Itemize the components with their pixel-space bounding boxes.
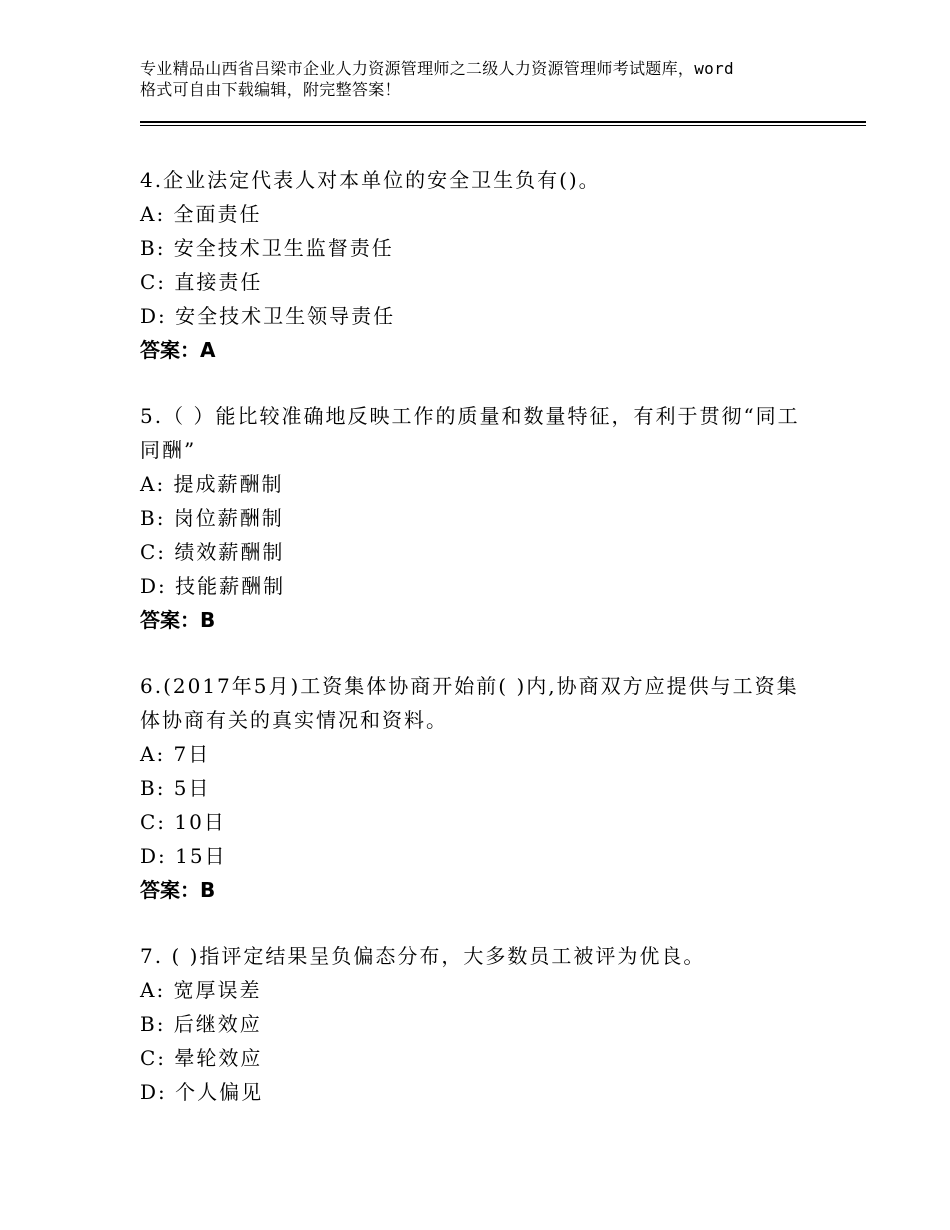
option-d: D: 个人偏见 [140, 1080, 264, 1104]
question-list [140, 163, 820, 1141]
question-text-line: 4.企业法定代表人对本单位的安全卫生负有()。 [140, 168, 601, 192]
question-4 [140, 163, 820, 367]
question-text-line: 体协商有关的真实情况和资料。 [140, 708, 448, 732]
option-a: A: 7日 [140, 742, 211, 766]
question-text [140, 939, 820, 973]
question-text-line: 6.(2017年5月)工资集体协商开始前( )内,协商双方应提供与工资集 [140, 674, 799, 698]
option-b: B: 5日 [140, 776, 211, 800]
question-7 [140, 939, 820, 1109]
question-text-line: 5.（ ）能比较准确地反映工作的质量和数量特征，有利于贯彻“同工 [140, 404, 800, 428]
answer-label: 答案：B [140, 878, 216, 902]
option-b: B: 岗位薪酬制 [140, 506, 284, 530]
option-c: C: 10日 [140, 810, 226, 834]
header-line-2: 格式可自由下载编辑，附完整答案！ [140, 80, 401, 99]
header-divider-thin [140, 125, 866, 126]
question-text-line: 同酬” [140, 438, 197, 462]
document-header [140, 58, 840, 100]
question-text-line: 7. ( )指评定结果呈负偏态分布，大多数员工被评为优良。 [140, 944, 706, 968]
option-d: D: 15日 [140, 844, 227, 868]
answer-label: 答案：B [140, 608, 216, 632]
option-c: C: 直接责任 [140, 270, 263, 294]
option-c: C: 绩效薪酬制 [140, 540, 285, 564]
option-d: D: 安全技术卫生领导责任 [140, 304, 396, 328]
option-b: B: 后继效应 [140, 1012, 262, 1036]
option-c: C: 晕轮效应 [140, 1046, 263, 1070]
question-text [140, 669, 820, 737]
question-6 [140, 669, 820, 907]
question-5 [140, 399, 820, 637]
option-b: B: 安全技术卫生监督责任 [140, 236, 394, 260]
answer-label: 答案：A [140, 338, 216, 362]
header-divider-thick [140, 121, 866, 123]
option-d: D: 技能薪酬制 [140, 574, 286, 598]
option-a: A: 宽厚误差 [140, 978, 262, 1002]
question-text [140, 163, 820, 197]
header-line-1: 专业精品山西省吕梁市企业人力资源管理师之二级人力资源管理师考试题库，word [140, 59, 734, 78]
option-a: A: 全面责任 [140, 202, 262, 226]
question-text [140, 399, 820, 467]
option-a: A: 提成薪酬制 [140, 472, 284, 496]
